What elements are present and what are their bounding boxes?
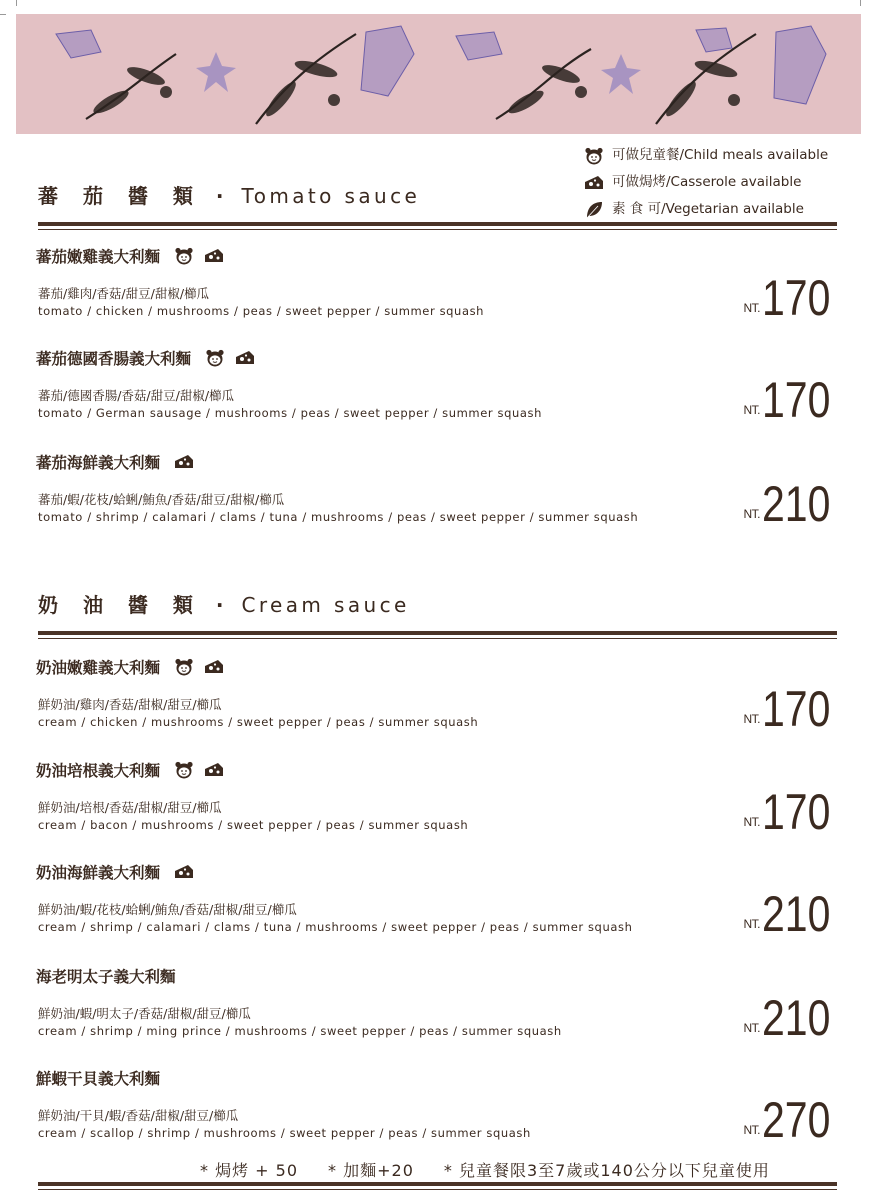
section-divider-thick [38,222,837,226]
menu-item-price [743,784,837,840]
menu-item-desc-zh: 蕃茄/雞肉/香菇/甜豆/甜椒/櫛瓜 [38,286,210,301]
menu-item [36,1067,836,1157]
menu-item-desc-en: cream / bacon / mushrooms / sweet pepper / peas / summer squash [38,818,469,832]
menu-item-icons [174,247,234,265]
menu-item [36,347,836,437]
child-face-icon [174,658,194,676]
crop-mark [16,0,17,6]
menu-item-desc-zh: 鮮奶油/雞肉/香菇/甜椒/甜豆/櫛瓜 [38,697,222,712]
menu-item-title: 奶油嫩雞義大利麵 [36,659,161,677]
cheese-icon [204,761,224,779]
section-title-zh: 奶 油 醬 類 [38,593,202,617]
menu-item-desc-zh: 鮮奶油/蝦/明太子/香菇/甜椒/甜豆/櫛瓜 [38,1006,251,1021]
price-currency: NT. [743,1021,760,1035]
child-face-icon [174,761,194,779]
cheese-icon [204,247,224,265]
price-currency: NT. [743,712,760,726]
menu-item-title: 蕃茄海鮮義大利麵 [36,454,161,472]
menu-item-price [743,886,837,942]
menu-item [36,451,836,541]
menu-item-name [36,347,265,369]
menu-item-name [36,245,234,267]
menu-item-name [36,861,204,883]
menu-item-title: 奶油培根義大利麵 [36,762,161,780]
menu-item-price [743,476,837,532]
price-currency: NT. [743,507,760,521]
crop-mark [860,0,861,6]
legend-vegetarian-label: 素 食 可/Vegetarian available [612,201,804,217]
menu-item [36,245,836,335]
section-title-separator: · [215,184,226,208]
menu-item-desc-en: cream / shrimp / ming prince / mushrooms / sweet pepper / peas / summer squash [38,1024,562,1038]
cheese-icon [204,658,224,676]
footer-divider-thick [38,1182,837,1186]
menu-item [36,965,836,1055]
menu-item-name [36,759,234,781]
price-value: 210 [762,886,831,942]
olive-branch-illustration [16,14,861,134]
section-divider-thin [38,638,837,639]
price-currency: NT. [743,815,760,829]
price-value: 170 [762,372,831,428]
menu-item-desc-zh: 鮮奶油/干貝/蝦/香菇/甜椒/甜豆/櫛瓜 [38,1108,239,1123]
legend-casserole-label: 可做焗烤/Casserole available [612,174,802,190]
menu-item [36,759,836,849]
legend-casserole [584,169,828,196]
legend-vegetarian [584,196,828,223]
menu-item [36,656,836,746]
icon-legend [584,142,828,223]
menu-item-title: 蕃茄德國香腸義大利麵 [36,350,192,368]
menu-item-name [36,656,234,678]
price-currency: NT. [743,1123,760,1137]
price-value: 210 [762,990,831,1046]
menu-item-desc-en: tomato / German sausage / mushrooms / peas / sweet pepper / summer squash [38,406,542,420]
footer-notes [200,1158,770,1181]
menu-item-icons [174,453,204,471]
crop-mark [0,14,6,15]
price-currency: NT. [743,917,760,931]
section-title-cream [38,589,410,618]
decorative-banner [16,14,861,134]
child-face-icon [584,147,604,165]
cheese-icon [584,174,604,192]
cheese-icon [235,349,255,367]
footer-bake-note: * 焗烤 + 50 [200,1161,299,1180]
menu-item-icons [174,761,234,779]
menu-item-price [743,990,837,1046]
price-value: 170 [762,270,831,326]
menu-item-title: 鮮蝦干貝義大利麵 [36,1070,161,1088]
menu-item-desc-en: cream / chicken / mushrooms / sweet pepper / peas / summer squash [38,715,479,729]
menu-item-desc-zh: 蕃茄/蝦/花枝/蛤蜊/鮪魚/香菇/甜豆/甜椒/櫛瓜 [38,492,285,507]
footer-divider-thin [38,1189,837,1190]
price-value: 210 [762,476,831,532]
cheese-icon [174,863,194,881]
menu-item-name [36,1067,160,1089]
menu-item-name [36,451,204,473]
menu-item-title: 奶油海鮮義大利麵 [36,864,161,882]
menu-item-desc-en: cream / shrimp / calamari / clams / tuna / mushrooms / sweet pepper / peas / summer squash [38,920,633,934]
menu-item-price [743,681,837,737]
menu-item-price [743,1092,837,1148]
menu-item-name [36,965,176,987]
menu-item-title: 海老明太子義大利麵 [36,968,176,986]
menu-item-desc-en: tomato / chicken / mushrooms / peas / sweet pepper / summer squash [38,304,485,318]
menu-item-price [743,270,837,326]
section-divider-thick [38,631,837,635]
menu-item-desc-zh: 蕃茄/德國香腸/香菇/甜豆/甜椒/櫛瓜 [38,388,235,403]
footer-extra-noodle-note: * 加麵+20 [328,1161,414,1180]
price-currency: NT. [743,403,760,417]
menu-item-icons [174,658,234,676]
menu-item-desc-zh: 鮮奶油/蝦/花枝/蛤蜊/鮪魚/香菇/甜椒/甜豆/櫛瓜 [38,902,297,917]
menu-item-price [743,372,837,428]
legend-child-meals-label: 可做兒童餐/Child meals available [612,147,829,163]
menu-item-desc-en: cream / scallop / shrimp / mushrooms / sweet pepper / peas / summer squash [38,1126,531,1140]
legend-child-meals [584,142,828,169]
section-title-en: Tomato sauce [241,184,421,208]
menu-item [36,861,836,951]
menu-item-title: 蕃茄嫩雞義大利麵 [36,248,161,266]
menu-item-desc-en: tomato / shrimp / calamari / clams / tuna / mushrooms / peas / sweet pepper / summer squash [38,510,639,524]
section-title-separator: · [215,593,226,617]
price-value: 270 [762,1092,831,1148]
section-title-tomato [38,180,420,209]
footer-kids-note: * 兒童餐限3至7歲或140公分以下兒童使用 [443,1161,770,1180]
price-value: 170 [762,784,831,840]
child-face-icon [205,349,225,367]
price-currency: NT. [743,301,760,315]
child-face-icon [174,247,194,265]
menu-item-icons [205,349,265,367]
menu-item-desc-zh: 鮮奶油/培根/香菇/甜椒/甜豆/櫛瓜 [38,800,222,815]
leaf-icon [584,201,604,219]
price-value: 170 [762,681,831,737]
section-title-en: Cream sauce [241,593,410,617]
cheese-icon [174,453,194,471]
section-title-zh: 蕃 茄 醬 類 [38,184,202,208]
menu-item-icons [174,863,204,881]
section-divider-thin [38,229,837,230]
